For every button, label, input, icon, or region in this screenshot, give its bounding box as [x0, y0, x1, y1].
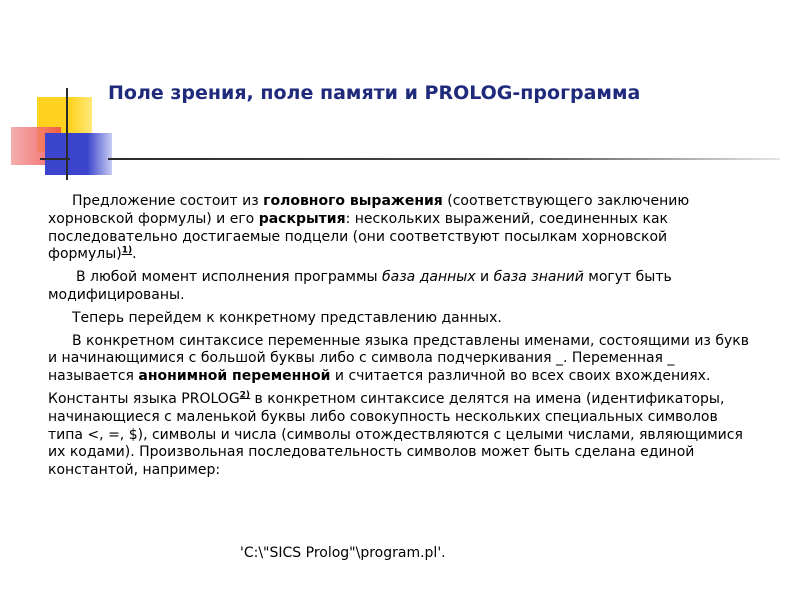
paragraph-constants: Константы языка PROLOG$^{2)}$ в конкретном синтаксисе делятся на имена (идентификаторы, начинающиеся с маленькой буквы либо совокупность нескольких специальных символов типа <, =, $), символы и числа (символы отождествляются с целыми числами, являющимися их кодами). Произвольная последовательность символов может быть сделана единой константой, например: [48, 390, 743, 479]
decor-short-horizontal-line [40, 158, 70, 160]
paragraph-variables: В конкретном синтаксисе переменные языка представлены именами, состоящими из букв и начинающимися с большой буквы либо с символа подчеркивания _. Переменная _ называется анонимной переменной и считается различной во всех своих вхождениях. [48, 332, 749, 385]
title-underline [108, 158, 780, 160]
footnote-ref-2: 2) [239, 390, 251, 401]
slide-body [48, 193, 753, 485]
paragraph-data-representation: Теперь перейдем к конкретному представлению данных. [72, 309, 502, 326]
slide-title: Поле зрения, поле памяти и PROLOG-программа [108, 82, 641, 104]
example-path: 'C:\"SICS Prolog"\program.pl'. [240, 545, 446, 561]
footnote-ref-1: 1) [121, 245, 133, 256]
decor-vertical-line [66, 88, 68, 180]
paragraph-database-modification: В любой момент исполнения программы база данных и база знаний могут быть модифицированы. [48, 269, 672, 303]
decor-blue-fade [87, 133, 112, 175]
paragraph-clause-structure: Предложение состоит из головного выражения (соответствующего заключению хорновской формулы) и его раскрытия: нескольких выражений, соединенных как последовательно достигаемые подцели (они соответствуют посылкам хорновской формулы)$^{1)}$. [48, 193, 690, 263]
